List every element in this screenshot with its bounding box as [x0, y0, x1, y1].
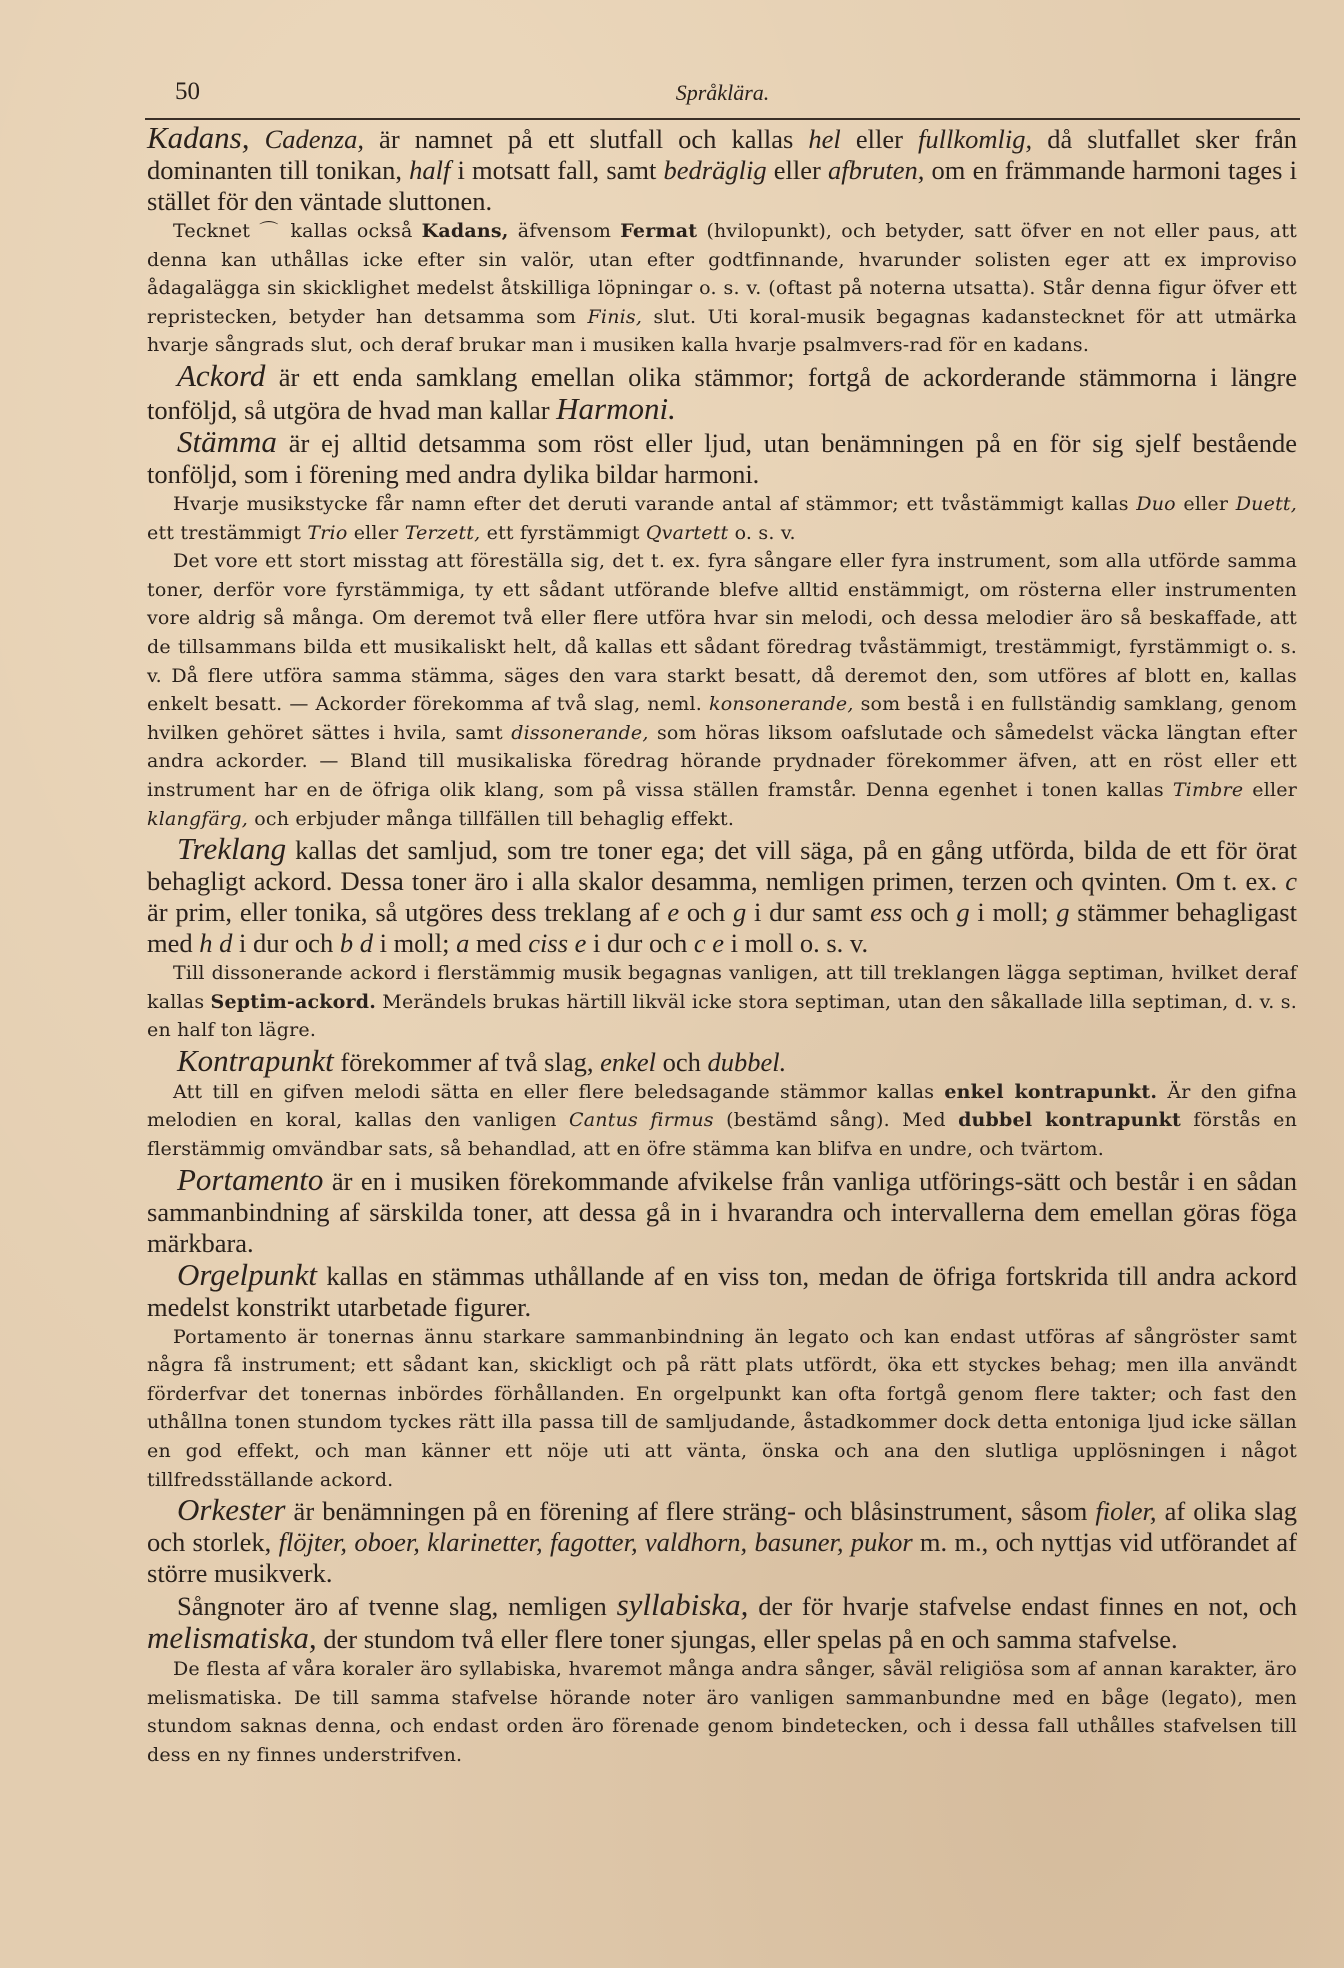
note-paragraph	[147, 490, 1297, 547]
text-span: Fermat	[620, 220, 698, 242]
text-span: dubbel kontrapunkt	[958, 1109, 1181, 1132]
note-paragraph	[147, 1078, 1297, 1164]
body-paragraph	[147, 833, 1297, 959]
text-span: fullkomlig,	[918, 124, 1033, 154]
text-span: g	[1056, 897, 1070, 928]
text-span: Att till en gifven melodi sätta en eller flere beledsagande stämmor kallas	[173, 1080, 945, 1103]
text-span: fioler,	[1095, 1496, 1157, 1527]
text-span: är benämningen på en förening af flere sträng- och blåsinstrument, såsom	[285, 1496, 1096, 1527]
text-span: stämmer behagligast med	[147, 897, 1297, 959]
text-span: der för hvarje stafvelse endast finnes en not, och	[748, 1591, 1297, 1622]
text-span: eller	[347, 521, 405, 544]
text-span: som bestå i en fullständig samklang, genom hvilken gehöret sättes i hvila, samt	[147, 693, 1297, 744]
text-span: eller	[1175, 492, 1236, 515]
note-paragraph	[147, 959, 1297, 1045]
term-heading: Orkester	[177, 1492, 286, 1528]
text-span: eller	[840, 124, 919, 154]
text-span: förekommer af två slag,	[333, 1046, 601, 1077]
text-span: dubbel.	[707, 1046, 787, 1077]
text-span: De flesta af våra koraler äro syllabiska, hvaremot många andra sånger, såväl religiösa som af annan karakter, äro melismatiska. De till samma stafvelse hörande noter äro vanligen sammanbundne med en båge (legato), men stundom saknas denna, och endast orden äro förenade genom bindetecken, och i dessa fall uthålles stafvelsen till dess en ny finnes understrifven.	[147, 1658, 1297, 1766]
text-span: Är den gifna melodien en koral, kallas den vanligen	[147, 1080, 1297, 1132]
text-span: i dur samt	[746, 897, 871, 928]
note-paragraph	[147, 547, 1297, 833]
text-span: Kadans,	[421, 220, 509, 242]
text-span: är namnet på ett slutfall och kallas	[363, 124, 809, 154]
text-span: dissonerande,	[511, 721, 649, 744]
text-span: Sångnoter äro af tvenne slag, nemligen	[177, 1591, 617, 1622]
text-span: a	[456, 928, 470, 959]
text-span: afbruten,	[827, 155, 925, 185]
text-span: och	[679, 897, 733, 928]
text-span: i moll;	[372, 928, 457, 959]
text-span: Septim-ackord.	[210, 990, 377, 1013]
page-body	[147, 122, 1297, 1770]
text-span: enkel	[600, 1046, 657, 1077]
text-span: om en främmande harmoni tages i stället för den väntade sluttonen.	[147, 155, 1297, 216]
note-paragraph	[147, 1655, 1297, 1769]
text-span: med	[469, 928, 529, 959]
text-span: är ej alltid detsamma som röst eller ljud, utan benämningen på en för sig sjelf bestående tonföljd, som i förening med andra dylika bildar harmoni.	[147, 427, 1297, 489]
term-heading: syllabiska,	[616, 1587, 749, 1623]
text-span: flöjter, oboer, klarinetter, fagotter, valdhorn, basuner, pukor	[278, 1527, 913, 1558]
text-span: är ett enda samklang emellan olika stämmor; fortgå de ackorderande stämmorna i längre tonföljd, så utgöra de hvad man kallar	[147, 361, 1297, 425]
text-span: ciss e	[528, 928, 587, 959]
text-span: eller	[766, 155, 828, 185]
term-heading: melismatiska,	[147, 1620, 317, 1656]
text-span: (bestämd sång). Med	[713, 1109, 959, 1132]
body-paragraph	[147, 1494, 1297, 1589]
running-title: Språklära.	[675, 80, 770, 105]
term-heading: Orgelpunkt	[177, 1256, 318, 1292]
text-span: är prim, eller tonika, så utgöres dess treklang af	[147, 897, 668, 928]
text-span: Duett,	[1235, 492, 1297, 515]
text-span: enkel kontrapunkt.	[944, 1080, 1158, 1103]
text-span: Hvarje musikstycke får namn efter det deruti varande antal af stämmor; ett tvåstämmigt kallas	[173, 492, 1137, 515]
text-span: i moll o. s. v.	[724, 928, 869, 959]
term-heading: Ackord	[177, 357, 266, 393]
text-span: klangfärg,	[147, 807, 248, 830]
text-span: m. m., och nyttjas vid utförandet af större musikverk.	[147, 1527, 1298, 1589]
text-span: der stundom två eller flere toner sjungas, eller spelas på en och samma stafvelse.	[316, 1624, 1178, 1655]
text-span: Det vore ett stort misstag att föreställa sig, det t. ex. fyra sångare eller fyra instrument, som alla utförde samma toner, derför vore fyrstämmiga, ty ett sådant utförande blefve alltid enstämmigt, om rösterna eller instrumenten vore aldrig så många. Om deremot två eller flere utföra hvar sin melodi, och dessa melodier äro så beskaffade, att de tillsammans bilda ett musikaliskt helt, då kallas ett sådant föredrag tvåstämmigt, trestämmigt, fyrstämmigt o. s. v. Då flere utföra samma stämma, säges den vara starkt besatt, då deremot den, som utföres af blott en, kallas enkelt besatt. — Ackorder förekomma af två slag, neml.	[147, 550, 1297, 716]
body-paragraph	[147, 122, 1297, 217]
text-span: i motsatt fall, samt	[450, 155, 664, 185]
text-span: h d	[199, 928, 233, 959]
text-span: förstås en flerstämmig omvändbar sats, så behandlad, att en öfre stämma kan blifva en undre, och tvärtom.	[147, 1109, 1298, 1161]
term-heading: Treklang	[177, 831, 287, 867]
body-paragraph	[147, 1161, 1297, 1259]
text-span: o. s. v.	[728, 521, 796, 544]
text-span: kallas det samljud, som tre toner ega; det vill säga, på en gång utförda, bilda de ett för örat behagligt ackord. Dessa toner äro i alla skalor desamma, nemligen primen, terzen och qvinten. Om t. ex.	[147, 835, 1297, 897]
text-span: af olika slag och storlek,	[147, 1496, 1297, 1558]
body-paragraph	[147, 1589, 1297, 1655]
text-span: Terzett,	[404, 521, 481, 544]
text-span: Merändels brukas härtill likväl icke stora septiman, utan den såkallade lilla septiman, d. v. s. en half ton lägre.	[147, 990, 1297, 1042]
text-span: i dur och	[586, 928, 694, 959]
text-span: c e	[693, 928, 725, 959]
text-span: och	[656, 1046, 708, 1077]
text-span: g	[956, 897, 970, 928]
page-number: 50	[175, 78, 200, 105]
text-span: Cadenza,	[264, 124, 364, 154]
text-span: är en i musiken förekommande afvikelse från vanliga utförings-sätt och består i en sådan sammanbindning af särskilda toner, att dessa gå in i hvarandra och intervallerna dem emellan göras föga märkbara.	[147, 1165, 1297, 1258]
text-span: Trio	[307, 521, 348, 544]
text-span: ett fyrstämmigt	[480, 521, 646, 544]
text-span: ett trestämmigt	[147, 521, 308, 544]
text-span: eller	[1243, 778, 1297, 801]
text-span: e	[667, 897, 680, 928]
text-span: slut. Uti koral-musik begagnas kadanstecknet för att utmärka hvarje sångrads slut, och deraf brukar man i musiken kalla hvarje psalmvers-rad för en kadans.	[147, 305, 1297, 357]
body-paragraph	[147, 357, 1297, 426]
text-span: ess	[870, 897, 903, 928]
text-span: Timbre	[1172, 778, 1244, 801]
note-paragraph	[147, 1323, 1297, 1495]
text-span: Portamento är tonernas ännu starkare sammanbindning än legato och kan endast utföras af sångröster samt några få instrument; ett sådant kan, skickligt och på rätt plats utfördt, öka ett styckes behag; men illa användt förderfvar det tonernas inbördes förhållanden. En orgelpunkt kan ofta fortgå genom flere takter; och fast den uthållna tonen stundom tyckes rätt illa passa till de samljudande, åstadkommer dock detta entoniga ljud icke sällan en god effekt, och man känner ett nöje uti att vänta, önska och ana den slutliga upplösningen i något tillfredsställande ackord.	[147, 1325, 1297, 1491]
note-paragraph	[147, 217, 1297, 360]
text-span: och erbjuder många tillfällen till behaglig effekt.	[247, 807, 735, 830]
text-span: b d	[339, 928, 373, 959]
text-span: Finis,	[587, 305, 643, 328]
text-span: Till dissonerande ackord i flerstämmig musik begagnas vanligen, att till treklangen lägga septiman, hvilket deraf kallas	[147, 962, 1297, 1013]
text-span: och	[902, 897, 957, 928]
text-span: i dur och	[232, 928, 340, 959]
text-span: hel	[808, 124, 841, 154]
page-header	[145, 78, 1300, 120]
text-span: konsonerande,	[709, 693, 854, 716]
text-span: g	[732, 897, 747, 928]
text-span: kallas en stämmas uthållande af en viss ton, medan de öfriga fortskrida till andra ackord medelst konstrikt utarbetade figurer.	[147, 1260, 1297, 1322]
term-heading: Kontrapunkt	[177, 1042, 334, 1078]
text-span: bedräglig	[663, 155, 767, 185]
term-heading: Portamento	[177, 1161, 324, 1197]
text-span: Duo	[1136, 492, 1176, 515]
text-span: äfvensom	[508, 220, 621, 242]
term-heading: Stämma	[177, 423, 277, 459]
text-span: Cantus firmus	[569, 1109, 714, 1132]
text-span: i moll;	[969, 897, 1057, 928]
term-heading: Kadans,	[147, 120, 250, 155]
body-paragraph	[147, 1042, 1297, 1078]
text-span: som höras liksom oafslutade och såmedelst väcka längtan efter andra ackorder. — Bland till musikaliska föredrag hörande prydnader förekommer äfven, att en röst eller ett instrument har en de öfriga olik klang, som på vissa ställen framstår. Denna egenhet i tonen kallas	[147, 721, 1297, 801]
text-span: (hvilopunkt), och betyder, satt öfver en not eller paus, att denna kan uthållas icke efter sin valör, utan efter godtfinnande, hvarunder solisten eger att ex improviso ådagalägga sin skicklighet medelst åtskilliga löpningar o. s. v. (oftast på noterna utsatta). Står denna figur öfver ett repristecken, betyder han detsamma som	[147, 220, 1297, 328]
text-span: Qvartett	[645, 521, 729, 544]
text-span: då slutfallet sker från dominanten till tonikan,	[147, 124, 1298, 185]
text-span: half	[409, 155, 451, 185]
text-span: Tecknet ⌒ kallas också	[173, 220, 422, 242]
term-heading: Harmoni.	[556, 390, 676, 426]
body-paragraph	[147, 1256, 1297, 1323]
text-span	[250, 124, 265, 154]
text-span: c	[1285, 866, 1297, 897]
body-paragraph	[147, 423, 1297, 490]
